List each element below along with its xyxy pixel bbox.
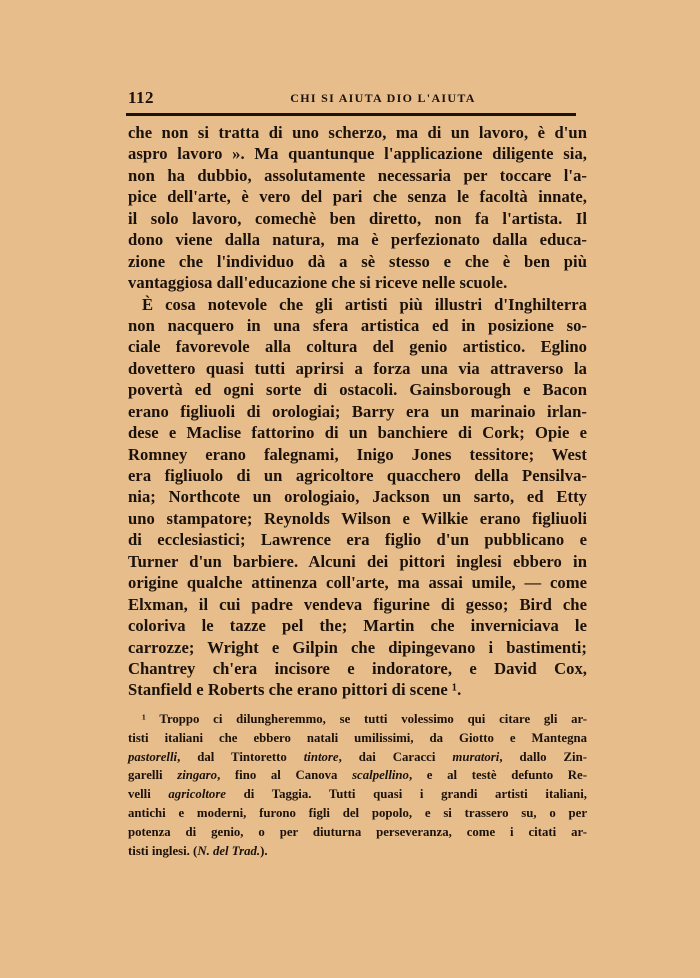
body-text: [128, 122, 587, 701]
text-line: erano figliuoli di orologiai; Barry era un marinaio irlan-: [128, 401, 587, 421]
footnote-italic-segment: N. del Trad.: [197, 843, 261, 858]
text-line: aspro lavoro ». Ma quantunque l'applicazione diligente sia,: [128, 144, 587, 164]
text-line: Stanfield e Roberts che erano pittori di scene ¹.: [128, 680, 462, 700]
text-line: Elxman, il cui padre vendeva figurine di gesso; Bird che: [128, 594, 587, 614]
footnote-line: [128, 748, 587, 767]
footnote-line: [128, 785, 587, 804]
footnote-segment: , dal Tintoretto: [177, 749, 304, 764]
footnote-segment: ¹ Troppo ci dilungheremmo, se tutti volessimo qui citare gli ar-: [142, 712, 587, 726]
text-line: nia; Northcote un orologiaio, Jackson un sarto, ed Etty: [128, 487, 587, 507]
running-title: CHI SI AIUTA DIO L'AIUTA: [290, 91, 476, 105]
footnote-segment: tisti inglesi. (: [128, 843, 198, 858]
footnote-segment: garelli: [128, 768, 178, 783]
footnote-segment: potenza di genio, o per diuturna perseveranza, come i citati ar-: [128, 824, 587, 839]
header-rule: [126, 113, 576, 116]
text-line: dovettero quasi tutti aprirsi a forza una via attraverso la: [128, 358, 587, 378]
text-line: che non si tratta di uno scherzo, ma di un lavoro, è d'un: [128, 123, 587, 142]
text-line: pice dell'arte, è vero del pari che senza le facoltà innate,: [128, 187, 587, 207]
text-line: non nacquero in una sfera artistica ed in posizione so-: [128, 315, 587, 335]
footnote-segment: ).: [260, 843, 268, 858]
footnote-segment: velli: [128, 787, 169, 802]
footnote-italic-segment: zingaro: [177, 768, 218, 783]
text-line: carrozze; Wright e Gilpin che dipingevano i bastimenti;: [128, 637, 587, 657]
footnote-line: [128, 823, 587, 842]
text-line: Romney erano falegnami, Inigo Jones tessitore; West: [128, 444, 587, 464]
footnote-italic-segment: pastorelli: [128, 749, 178, 764]
text-line: di ecclesiastici; Lawrence era figlio d'un pubblicano e: [128, 530, 587, 550]
footnote-line: [128, 729, 587, 748]
footnote-segment: , dai Caracci: [338, 749, 453, 764]
page-header: [128, 88, 576, 108]
footnote-segment: , e al testè defunto Re-: [408, 768, 587, 783]
text-line: non ha dubbio, assolutamente necessaria per toccare l'a-: [128, 165, 587, 185]
footnote-line: [128, 842, 587, 861]
text-line: povertà ed ogni sorte di ostacoli. Gainsborough e Bacon: [128, 380, 587, 400]
text-line: era figliuolo di un agricoltore quacchero della Pensilva-: [128, 466, 587, 485]
text-line: vantaggiosa dall'educazione che si riceve nelle scuole.: [128, 273, 508, 293]
text-line: dese e Maclise fattorino di un banchiere di Cork; Opie e: [128, 423, 587, 443]
text-line: ciale favorevole alla coltura del genio artistico. Eglino: [128, 337, 587, 357]
footnote-italic-segment: tintore: [303, 749, 339, 764]
footnote-segment: di Taggia. Tutti quasi i grandi artisti italiani,: [226, 787, 587, 802]
text-line: È cosa notevole che gli artisti più illustri d'Inghilterra: [142, 294, 587, 314]
footnote-italic-segment: agricoltore: [168, 787, 226, 802]
footnote-segment: antichi e moderni, furono figli del popolo, e si trassero su, o per: [128, 805, 587, 820]
footnote-italic-segment: muratori: [452, 749, 500, 764]
footnote-line: [128, 766, 587, 785]
text-line: Chantrey ch'era incisore e indoratore, e David Cox,: [128, 658, 587, 678]
page-number: 112: [128, 88, 155, 107]
text-line: dono viene dalla natura, ma è perfezionato dalla educa-: [128, 230, 587, 250]
footnote-italic-segment: scalpellino: [352, 768, 409, 783]
text-line: il solo lavoro, comechè ben diretto, non fa l'artista. Il: [128, 208, 587, 228]
text-line: zione che l'individuo dà a sè stesso e che è ben più: [128, 251, 587, 271]
footnote-line: [128, 710, 587, 729]
text-line: coloriva le tazze pel the; Martin che inverniciava le: [128, 616, 587, 636]
text-line: origine qualche attinenza coll'arte, ma assai umile, — come: [128, 573, 587, 593]
text-line: uno stampatore; Reynolds Wilson e Wilkie erano figliuoli: [128, 508, 587, 528]
footnote-line: [128, 804, 587, 823]
text-line: Turner d'un barbiere. Alcuni dei pittori inglesi ebbero in: [128, 551, 587, 571]
footnote: [128, 710, 587, 860]
footnote-segment: tisti italiani che ebbero natali umilissimi, da Giotto e Mantegna: [128, 730, 587, 745]
footnote-segment: , fino al Canova: [217, 768, 353, 783]
footnote-segment: , dallo Zin-: [499, 749, 587, 764]
